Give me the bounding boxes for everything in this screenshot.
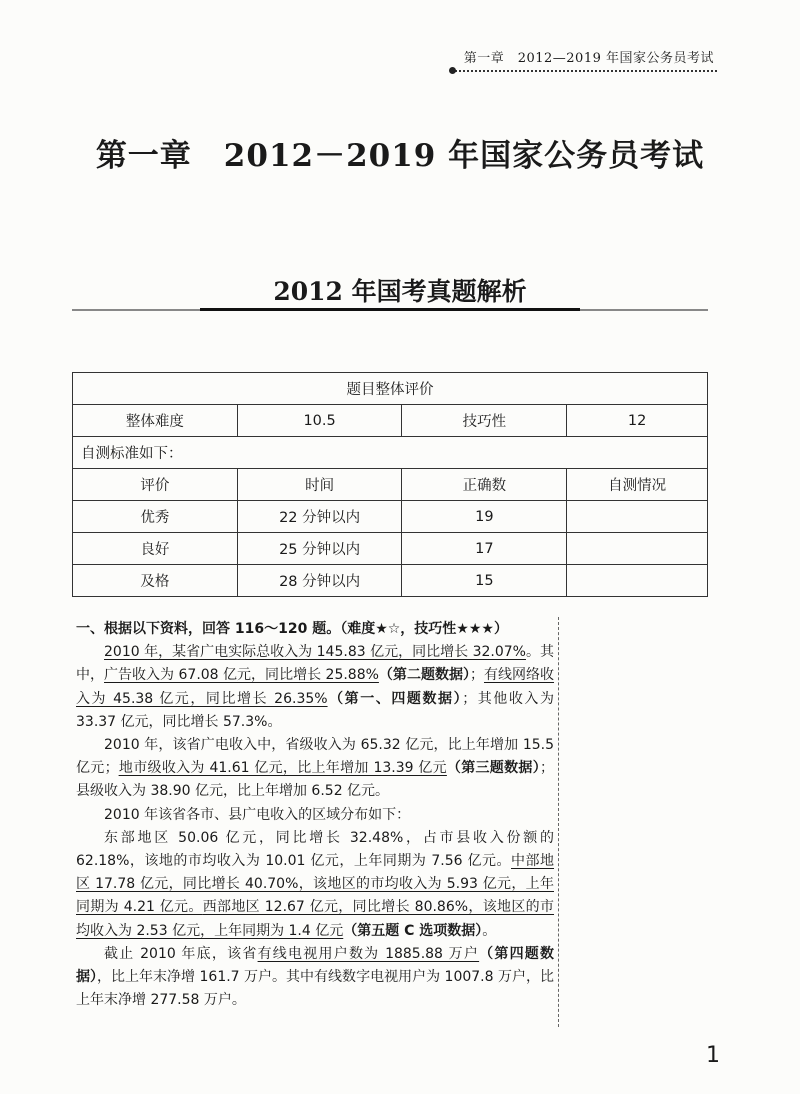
passage-paragraph [76, 827, 554, 943]
passage-paragraph [76, 734, 554, 804]
column-header: 时间 [237, 469, 402, 501]
section-title: 2012 年国考真题解析 [273, 277, 527, 306]
column-header: 自测情况 [567, 469, 708, 501]
table-row [73, 501, 708, 533]
table-cell [567, 565, 708, 597]
table-cell: 及格 [73, 565, 238, 597]
passage-text: 。其中， [76, 644, 555, 684]
underlined-text: 中部地区 17.78 亿元，同比增长 40.70%，该地区的市均收入为 5.93 亿元，上年同期为 4.21 亿元。 [76, 853, 555, 916]
table-row [73, 373, 708, 405]
page-number: 1 [706, 1043, 720, 1068]
header-dotted-rule [455, 70, 717, 72]
table-cell: 15 [402, 565, 567, 597]
passage-text: 东部地区 50.06 亿元，同比增长 32.48%，占市县收入份额的 62.18%，该地的市均收入为 10.01 亿元，上年同期为 7.56 亿元。 [76, 829, 554, 870]
table-row [73, 405, 708, 437]
table-cell: 25 分钟以内 [237, 533, 402, 565]
difficulty-value: 10.5 [237, 405, 402, 437]
section-rule-accent [200, 308, 580, 311]
column-header: 评价 [73, 469, 238, 501]
chapter-title: 第一章 2012－2019 年国家公务员考试 [95, 138, 705, 174]
passage-text: ；县级收入为 38.90 亿元，比上年增加 6.52 亿元。 [76, 760, 554, 800]
table-cell [567, 533, 708, 565]
underlined-text: 广告收入为 67.08 亿元，同比增长 25.88% [104, 667, 379, 684]
table-row [73, 437, 708, 469]
table-cell [567, 501, 708, 533]
skill-label: 技巧性 [402, 405, 567, 437]
passage-paragraph: 2010 年该省各市、县广电收入的区域分布如下： [104, 806, 411, 823]
margin-dashed-line [558, 617, 559, 1027]
evaluation-table [72, 372, 708, 597]
passage-text: 。 [482, 922, 497, 939]
data-annotation: （第五题 C 选项数据） [343, 922, 483, 939]
column-header: 正确数 [402, 469, 567, 501]
running-header: 第一章 2012—2019 年国家公务员考试 [463, 51, 714, 66]
passage-paragraph [76, 943, 554, 1013]
skill-value: 12 [567, 405, 708, 437]
self-test-note: 自测标准如下： [73, 437, 708, 469]
passage-text: 2010 年，该省广电收入中，省级收入为 65.32 亿元，比上年增加 15.5 亿元； [76, 737, 554, 777]
data-annotation: （第一、四题数据） [327, 690, 463, 707]
underlined-text: 有线网络收入为 45.38 亿元，同比增长 26.35% [76, 667, 555, 707]
difficulty-label: 整体难度 [73, 405, 238, 437]
underlined-text: 2010 年，某省广电实际总收入为 145.83 亿元，同比增长 32.07% [104, 644, 526, 661]
passage-text: 截止 2010 年底，该省 [104, 945, 258, 962]
evaluation-caption: 题目整体评价 [73, 373, 708, 405]
underlined-text: 有线电视用户数为 1885.88 万户 [257, 945, 480, 962]
table-row [73, 533, 708, 565]
table-cell: 良好 [73, 533, 238, 565]
table-cell: 28 分钟以内 [237, 565, 402, 597]
passage-text: ； [469, 667, 484, 684]
passage-text: ，比上年末净增 161.7 万户。其中有线数字电视用户为 1007.8 万户，比上年末净增 277.58 万户。 [76, 969, 554, 1009]
table-header-row [73, 469, 708, 501]
data-annotation: （第四题数据） [76, 945, 555, 986]
table-row [73, 565, 708, 597]
data-annotation: （第二题数据） [378, 667, 470, 684]
question-heading: 一、根据以下资料，回答 116～120 题。（难度★☆，技巧性★★★） [76, 621, 508, 637]
table-cell: 19 [402, 501, 567, 533]
table-cell: 优秀 [73, 501, 238, 533]
data-annotation: （第三题数据） [446, 760, 540, 777]
table-cell: 22 分钟以内 [237, 501, 402, 533]
underlined-text: 西部地区 12.67 亿元，同比增长 80.86%，该地区的市均收入为 2.53 亿元，上年同期为 1.4 亿元 [76, 899, 555, 939]
question-passage [76, 618, 554, 1012]
passage-text: ；其他收入为 33.37 亿元，同比增长 57.3%。 [76, 690, 554, 730]
underlined-text: 地市级收入为 41.61 亿元，比上年增加 13.39 亿元 [118, 760, 447, 777]
table-cell: 17 [402, 533, 567, 565]
passage-paragraph [76, 641, 554, 734]
